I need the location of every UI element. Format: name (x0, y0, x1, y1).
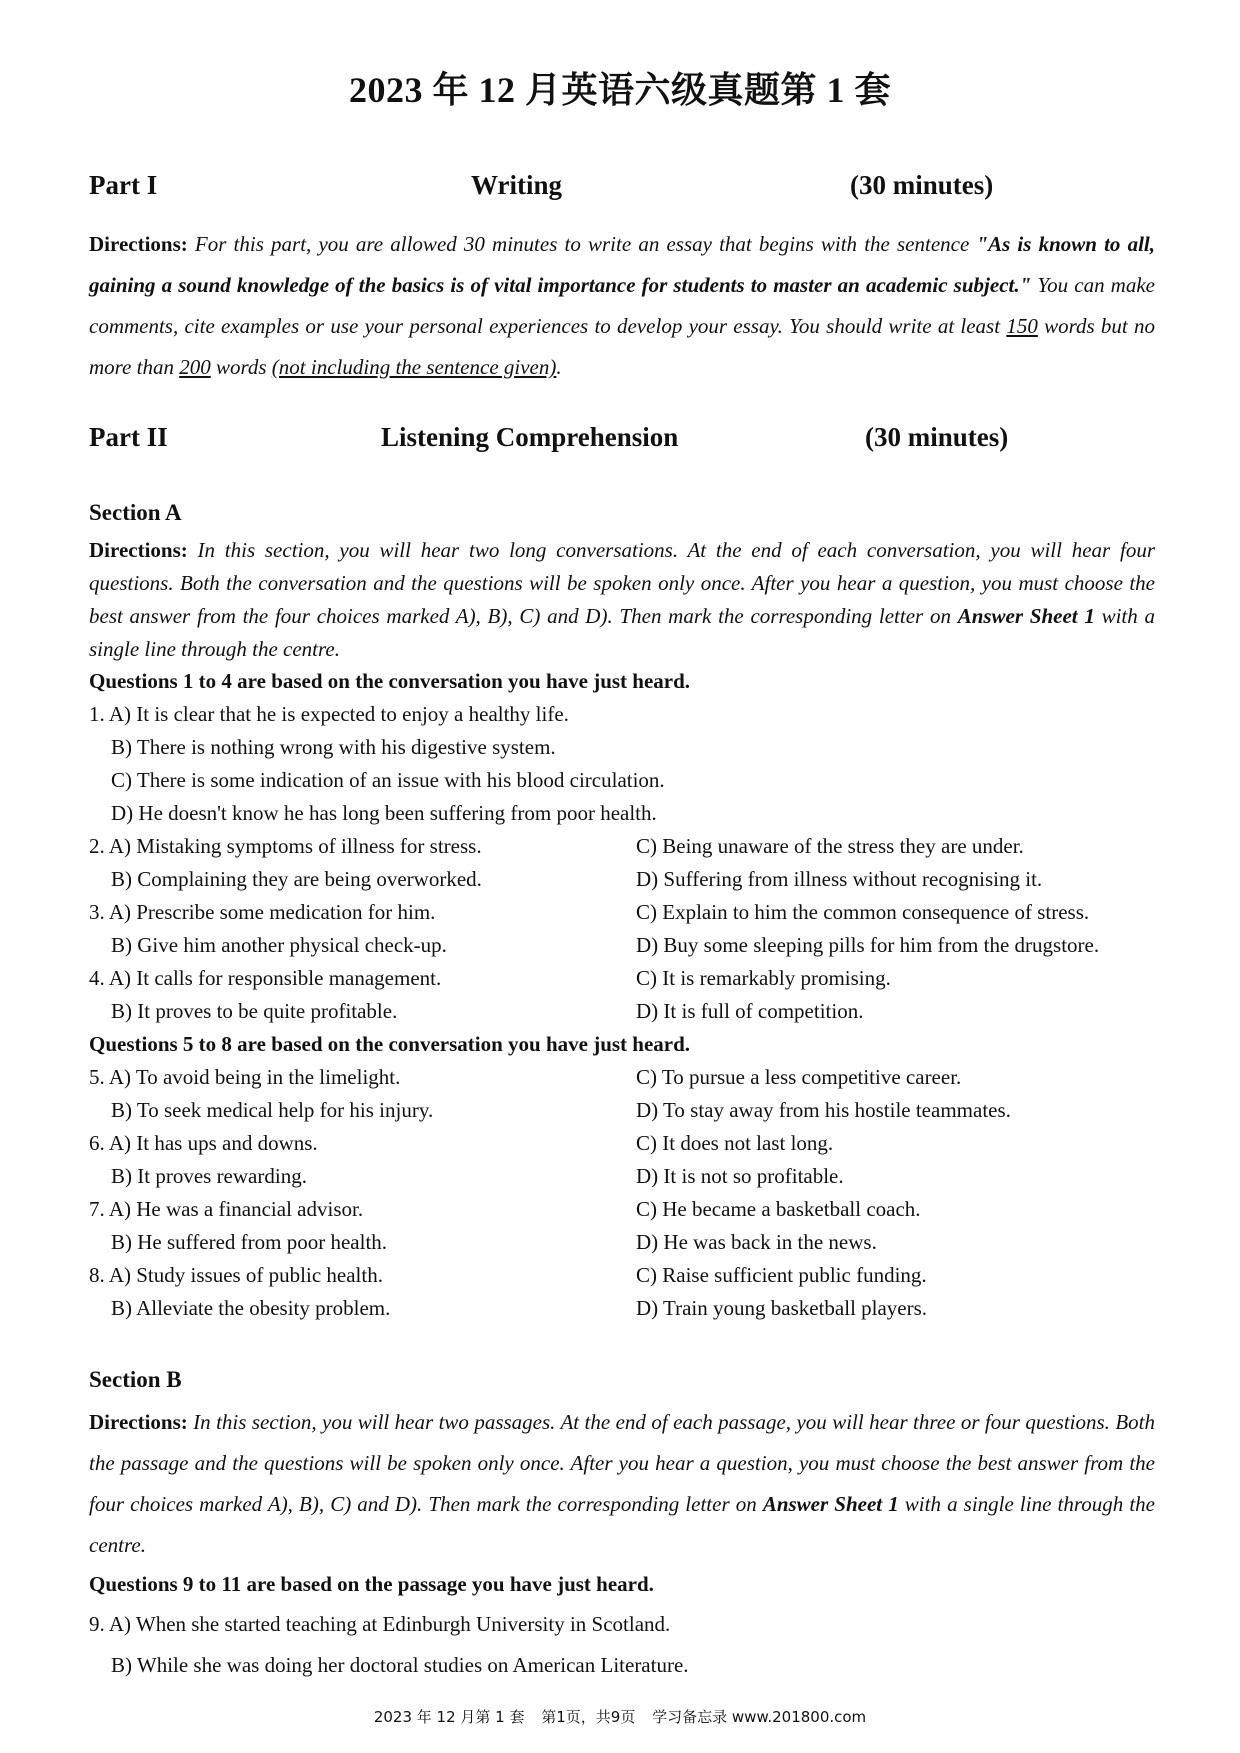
question-5-option-c: C) To pursue a less competitive career. (636, 1065, 962, 1089)
question-8-option-d: D) Train young basketball players. (636, 1296, 928, 1320)
directions-text: For this part, you are allowed 30 minutes to write an essay that begins with the sentence (187, 232, 977, 256)
directions-label: Directions: (89, 1410, 188, 1434)
question-1-option-b: B) There is nothing wrong with his digestive system. (111, 735, 556, 759)
page-title: 2023 年 12 月英语六级真题第 1 套 (348, 70, 891, 110)
word-count-note: (not including the sentence given) (271, 355, 557, 379)
question-5-option-b: B) To seek medical help for his injury. (111, 1098, 434, 1122)
question-8-option-a: 8. A) Study issues of public health. (89, 1263, 383, 1287)
directions-text: In this section, you will hear two passages. At the end of each passage, you will hear three or four questions. Both the passage and the questions will be spoken only once. After you hear a question, you must choose the best answer from the four choices marked A), B), C) and D). Then mark the corresponding letter on (89, 1410, 1155, 1516)
question-2-option-d: D) Suffering from illness without recognising it. (636, 867, 1043, 891)
question-6-option-b: B) It proves rewarding. (111, 1164, 307, 1188)
part-2-time: (30 minutes) (865, 422, 1009, 452)
question-6-option-c: C) It does not last long. (636, 1131, 834, 1155)
question-1-option-a: 1. A) It is clear that he is expected to enjoy a healthy life. (89, 702, 569, 726)
directions-text: with a single line through the centre. (89, 604, 1155, 661)
question-4-option-b: B) It proves to be quite profitable. (111, 999, 398, 1023)
directions-text: words but no more than (89, 314, 1155, 379)
question-7-option-b: B) He suffered from poor health. (111, 1230, 388, 1254)
directions-label: Directions: (89, 538, 188, 562)
directions-text: In this section, you will hear two long conversations. At the end of each conversation, you will hear four questions. Both the conversation and the questions will be spoken only once. After you hear a question, you must choose the best answer from the four choices marked A), B), C) and D). Then mark the corresponding letter on (89, 538, 1155, 628)
question-8-option-b: B) Alleviate the obesity problem. (111, 1296, 391, 1320)
question-5-option-d: D) To stay away from his hostile teammates. (636, 1098, 1011, 1122)
question-group-heading: Questions 5 to 8 are based on the conversation you have just heard. (89, 1032, 691, 1056)
part-2-header (89, 422, 1089, 458)
section-a-title: Section A (89, 500, 182, 525)
section-a-directions (89, 534, 1155, 666)
question-2-option-c: C) Being unaware of the stress they are under. (636, 834, 1024, 858)
question-6-option-d: D) It is not so profitable. (636, 1164, 844, 1188)
question-group-heading: Questions 9 to 11 are based on the passage you have just heard. (89, 1572, 654, 1596)
section-b-title: Section B (89, 1367, 182, 1392)
essay-prompt: "As is known to all, gaining a sound knowledge of the basics is of vital importance for students to master an academic subject." (89, 232, 1155, 297)
section-b-directions (89, 1402, 1155, 1566)
question-1-option-d: D) He doesn't know he has long been suffering from poor health. (111, 801, 657, 825)
question-1-option-c: C) There is some indication of an issue with his blood circulation. (111, 768, 665, 792)
question-9-option-b: B) While she was doing her doctoral studies on American Literature. (111, 1653, 689, 1677)
answer-sheet-ref: Answer Sheet 1 (762, 1492, 899, 1516)
footer-doc-label: 2023 年 12 月第 1 套 (373, 1708, 525, 1726)
question-2-option-b: B) Complaining they are being overworked. (111, 867, 482, 891)
answer-sheet-ref: Answer Sheet 1 (957, 604, 1095, 628)
question-6-option-a: 6. A) It has ups and downs. (89, 1131, 318, 1155)
part-2-name: Listening Comprehension (381, 422, 679, 452)
directions-text: words (210, 355, 272, 379)
footer-page-number: 第1页，共9页 (541, 1708, 636, 1726)
question-group-heading: Questions 1 to 4 are based on the conversation you have just heard. (89, 669, 691, 693)
question-7-option-d: D) He was back in the news. (636, 1230, 877, 1254)
part-2-label: Part II (89, 422, 168, 452)
question-3-option-b: B) Give him another physical check-up. (111, 933, 447, 957)
question-7-option-c: C) He became a basketball coach. (636, 1197, 921, 1221)
directions-label: Directions: (89, 232, 188, 256)
question-5-option-a: 5. A) To avoid being in the limelight. (89, 1065, 401, 1089)
part-1-label: Part I (89, 170, 158, 200)
question-7-option-a: 7. A) He was a financial advisor. (89, 1197, 364, 1221)
directions-text: with a single line through the centre. (89, 1492, 1155, 1557)
part-1-directions (89, 224, 1155, 388)
max-word-count: 200 (179, 355, 211, 379)
part-1-time: (30 minutes) (850, 170, 994, 200)
question-3-option-d: D) Buy some sleeping pills for him from the drugstore. (636, 933, 1100, 957)
question-4-option-c: C) It is remarkably promising. (636, 966, 891, 990)
question-3-option-c: C) Explain to him the common consequence of stress. (636, 900, 1090, 924)
question-3-option-a: 3. A) Prescribe some medication for him. (89, 900, 436, 924)
footer-source-link[interactable]: 学习备忘录 www.201800.com (652, 1708, 867, 1726)
question-8-option-c: C) Raise sufficient public funding. (636, 1263, 927, 1287)
part-1-name: Writing (471, 170, 563, 200)
question-4-option-d: D) It is full of competition. (636, 999, 864, 1023)
min-word-count: 150 (1006, 314, 1038, 338)
question-2-option-a: 2. A) Mistaking symptoms of illness for stress. (89, 834, 482, 858)
part-1-header (89, 170, 1089, 206)
directions-text: You can make comments, cite examples or use your personal experiences to develop your essay. You should write at least (89, 273, 1155, 338)
question-4-option-a: 4. A) It calls for responsible management. (89, 966, 442, 990)
question-9-option-a: 9. A) When she started teaching at Edinburgh University in Scotland. (89, 1612, 671, 1636)
directions-text: . (556, 355, 562, 379)
page-footer (0, 1706, 1240, 1727)
